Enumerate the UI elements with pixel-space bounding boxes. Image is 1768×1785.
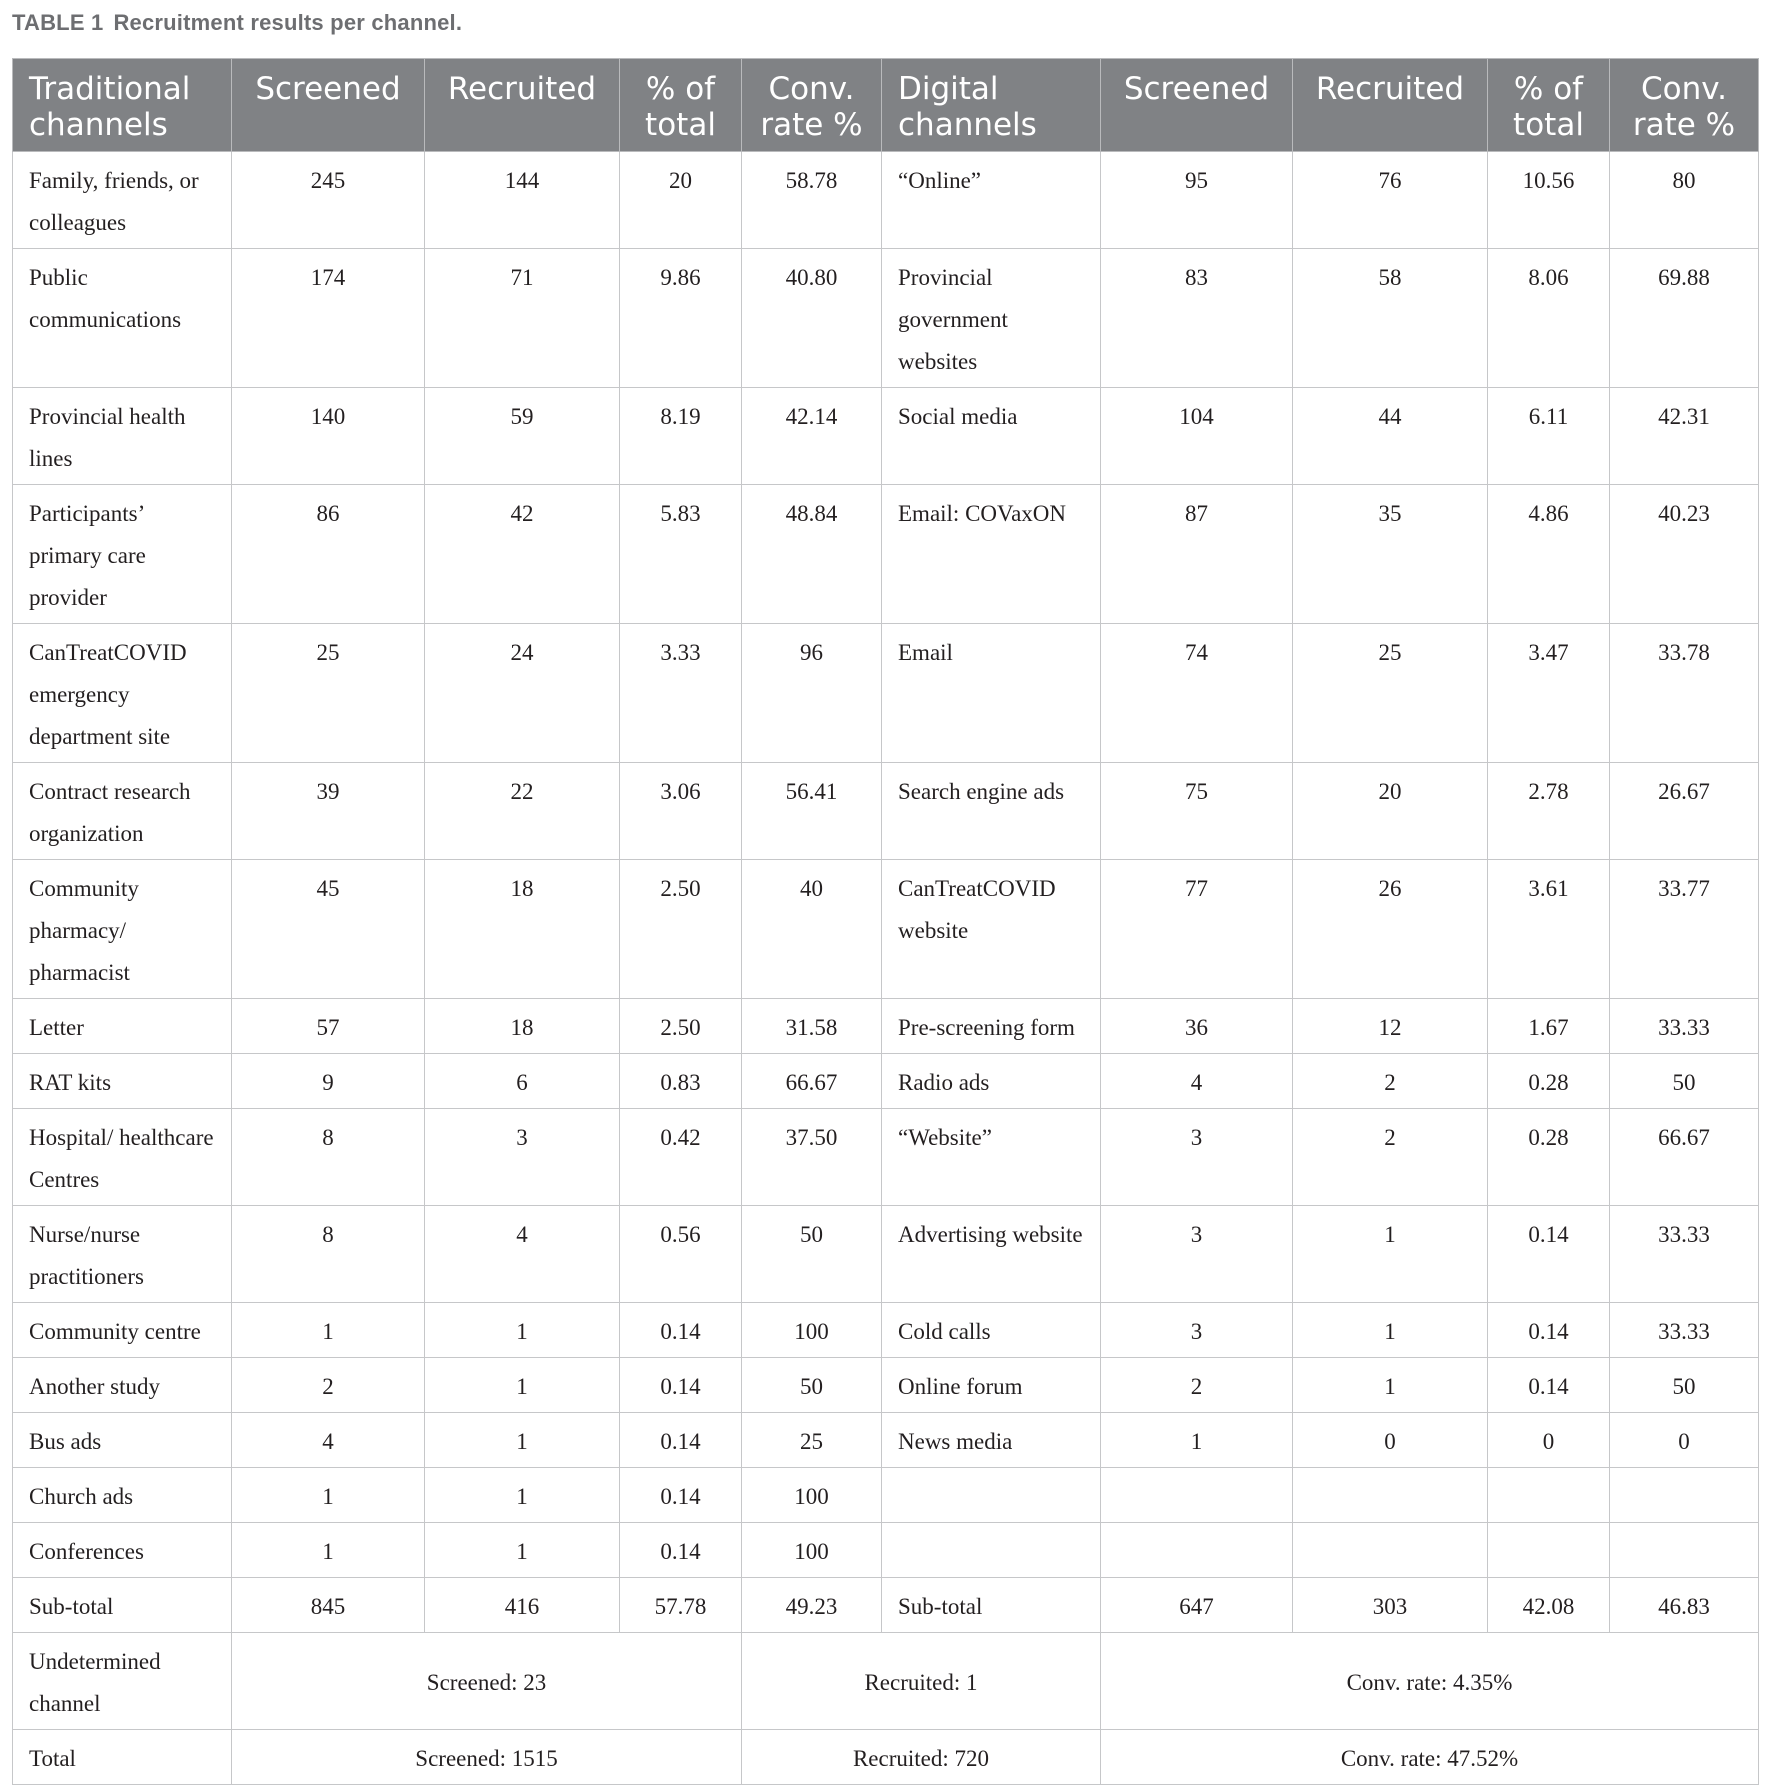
digital-recruited-cell: 12 — [1293, 999, 1488, 1054]
digital-conv-rate-cell: 33.33 — [1610, 1206, 1759, 1303]
traditional-screened-cell: 45 — [232, 860, 425, 999]
undetermined-label: Undetermined channel — [13, 1633, 232, 1730]
digital-pct-total-cell: 0.14 — [1488, 1303, 1610, 1358]
traditional-channel-name: CanTreatCOVID emergency department site — [13, 624, 232, 763]
traditional-conv-rate-cell: 100 — [742, 1523, 882, 1578]
digital-conv-rate-cell: 33.78 — [1610, 624, 1759, 763]
digital-screened-cell: 104 — [1101, 388, 1293, 485]
traditional-channel-name: Hospital/ healthcare Centres — [13, 1109, 232, 1206]
traditional-conv-rate-cell: 58.78 — [742, 152, 882, 249]
traditional-recruited-cell: 1 — [425, 1523, 620, 1578]
digital-recruited-cell — [1293, 1523, 1488, 1578]
digital-screened-cell: 2 — [1101, 1358, 1293, 1413]
traditional-screened-cell: 57 — [232, 999, 425, 1054]
table-row — [13, 1358, 1759, 1413]
table-row — [13, 1054, 1759, 1109]
undetermined-conv-rate: Conv. rate: 4.35% — [1101, 1633, 1759, 1730]
digital-conv-rate-cell: 66.67 — [1610, 1109, 1759, 1206]
header-row — [13, 59, 1759, 152]
traditional-recruited-cell: 1 — [425, 1303, 620, 1358]
traditional-conv-rate-cell: 40.80 — [742, 249, 882, 388]
digital-channel-name — [882, 1468, 1101, 1523]
digital-screened-cell: 3 — [1101, 1303, 1293, 1358]
digital-channel-name: News media — [882, 1413, 1101, 1468]
digital-pct-total-cell: 0.28 — [1488, 1109, 1610, 1206]
total-label: Total — [13, 1730, 232, 1785]
digital-screened-cell: 75 — [1101, 763, 1293, 860]
traditional-conv-rate-cell: 48.84 — [742, 485, 882, 624]
digital-pct-total-cell: 3.47 — [1488, 624, 1610, 763]
digital-conv-rate-cell: 40.23 — [1610, 485, 1759, 624]
digital-recruited-cell: 0 — [1293, 1413, 1488, 1468]
digital-recruited-cell: 25 — [1293, 624, 1488, 763]
digital-pct-total-cell: 4.86 — [1488, 485, 1610, 624]
traditional-screened-cell: 174 — [232, 249, 425, 388]
digital-pct-total-cell: 0 — [1488, 1413, 1610, 1468]
header-recruited: Recruited — [1293, 59, 1488, 152]
traditional-screened-cell: 245 — [232, 152, 425, 249]
traditional-recruited-cell: 42 — [425, 485, 620, 624]
digital-screened-cell — [1101, 1468, 1293, 1523]
traditional-screened-cell: 2 — [232, 1358, 425, 1413]
digital-channel-name: “Website” — [882, 1109, 1101, 1206]
digital-conv-rate-cell: 80 — [1610, 152, 1759, 249]
digital-recruited-cell: 35 — [1293, 485, 1488, 624]
digital-channel-name: Online forum — [882, 1358, 1101, 1413]
traditional-pct-total-cell: 0.83 — [620, 1054, 742, 1109]
digital-channel-name: Cold calls — [882, 1303, 1101, 1358]
subtotal-recruited: 416 — [425, 1578, 620, 1633]
digital-pct-total-cell: 10.56 — [1488, 152, 1610, 249]
header-conv-rate: Conv. rate % — [742, 59, 882, 152]
digital-recruited-cell: 2 — [1293, 1109, 1488, 1206]
header-traditional-channels: Traditional channels — [13, 59, 232, 152]
table-caption — [12, 10, 462, 36]
digital-channel-name: Provincial government websites — [882, 249, 1101, 388]
traditional-screened-cell: 4 — [232, 1413, 425, 1468]
digital-screened-cell: 4 — [1101, 1054, 1293, 1109]
header-screened: Screened — [232, 59, 425, 152]
traditional-screened-cell: 25 — [232, 624, 425, 763]
undetermined-recruited: Recruited: 1 — [742, 1633, 1101, 1730]
table-row — [13, 999, 1759, 1054]
subtotal-pct: 57.78 — [620, 1578, 742, 1633]
digital-conv-rate-cell: 33.77 — [1610, 860, 1759, 999]
table-row — [13, 1109, 1759, 1206]
traditional-channel-name: Community centre — [13, 1303, 232, 1358]
digital-channel-name: “Online” — [882, 152, 1101, 249]
digital-conv-rate-cell: 42.31 — [1610, 388, 1759, 485]
subtotal-conv: 46.83 — [1610, 1578, 1759, 1633]
digital-pct-total-cell: 1.67 — [1488, 999, 1610, 1054]
table-row — [13, 485, 1759, 624]
table-row — [13, 152, 1759, 249]
digital-pct-total-cell — [1488, 1523, 1610, 1578]
traditional-channel-name: Participants’ primary care provider — [13, 485, 232, 624]
traditional-conv-rate-cell: 56.41 — [742, 763, 882, 860]
traditional-channel-name: Community pharmacy/ pharmacist — [13, 860, 232, 999]
table-row — [13, 860, 1759, 999]
header-pct-total: % of total — [1488, 59, 1610, 152]
digital-screened-cell: 77 — [1101, 860, 1293, 999]
traditional-pct-total-cell: 5.83 — [620, 485, 742, 624]
traditional-pct-total-cell: 0.14 — [620, 1303, 742, 1358]
traditional-pct-total-cell: 2.50 — [620, 860, 742, 999]
digital-channel-name: Pre-screening form — [882, 999, 1101, 1054]
subtotal-conv: 49.23 — [742, 1578, 882, 1633]
traditional-recruited-cell: 3 — [425, 1109, 620, 1206]
total-screened: Screened: 1515 — [232, 1730, 742, 1785]
traditional-conv-rate-cell: 40 — [742, 860, 882, 999]
traditional-pct-total-cell: 3.06 — [620, 763, 742, 860]
digital-channel-name: CanTreatCOVID website — [882, 860, 1101, 999]
header-screened: Screened — [1101, 59, 1293, 152]
traditional-channel-name: Church ads — [13, 1468, 232, 1523]
traditional-recruited-cell: 6 — [425, 1054, 620, 1109]
traditional-channel-name: Conferences — [13, 1523, 232, 1578]
traditional-channel-name: Another study — [13, 1358, 232, 1413]
digital-conv-rate-cell: 50 — [1610, 1358, 1759, 1413]
traditional-screened-cell: 1 — [232, 1523, 425, 1578]
digital-pct-total-cell: 3.61 — [1488, 860, 1610, 999]
header-conv-rate: Conv. rate % — [1610, 59, 1759, 152]
table-row — [13, 1206, 1759, 1303]
digital-recruited-cell: 2 — [1293, 1054, 1488, 1109]
traditional-recruited-cell: 24 — [425, 624, 620, 763]
table-row — [13, 1303, 1759, 1358]
digital-recruited-cell: 44 — [1293, 388, 1488, 485]
subtotal-label: Sub-total — [882, 1578, 1101, 1633]
traditional-recruited-cell: 1 — [425, 1468, 620, 1523]
traditional-pct-total-cell: 2.50 — [620, 999, 742, 1054]
digital-channel-name: Social media — [882, 388, 1101, 485]
digital-pct-total-cell: 8.06 — [1488, 249, 1610, 388]
traditional-conv-rate-cell: 50 — [742, 1358, 882, 1413]
digital-recruited-cell — [1293, 1468, 1488, 1523]
traditional-recruited-cell: 144 — [425, 152, 620, 249]
traditional-conv-rate-cell: 50 — [742, 1206, 882, 1303]
digital-screened-cell: 87 — [1101, 485, 1293, 624]
digital-pct-total-cell: 2.78 — [1488, 763, 1610, 860]
digital-conv-rate-cell: 69.88 — [1610, 249, 1759, 388]
traditional-pct-total-cell: 9.86 — [620, 249, 742, 388]
digital-screened-cell: 74 — [1101, 624, 1293, 763]
traditional-conv-rate-cell: 37.50 — [742, 1109, 882, 1206]
traditional-conv-rate-cell: 25 — [742, 1413, 882, 1468]
digital-pct-total-cell: 0.28 — [1488, 1054, 1610, 1109]
traditional-pct-total-cell: 8.19 — [620, 388, 742, 485]
traditional-recruited-cell: 22 — [425, 763, 620, 860]
digital-pct-total-cell: 0.14 — [1488, 1206, 1610, 1303]
digital-pct-total-cell: 6.11 — [1488, 388, 1610, 485]
traditional-conv-rate-cell: 96 — [742, 624, 882, 763]
digital-conv-rate-cell: 26.67 — [1610, 763, 1759, 860]
subtotal-recruited: 303 — [1293, 1578, 1488, 1633]
digital-conv-rate-cell: 33.33 — [1610, 999, 1759, 1054]
digital-screened-cell: 3 — [1101, 1109, 1293, 1206]
digital-recruited-cell: 1 — [1293, 1358, 1488, 1413]
digital-channel-name: Advertising website — [882, 1206, 1101, 1303]
traditional-recruited-cell: 1 — [425, 1358, 620, 1413]
digital-recruited-cell: 1 — [1293, 1206, 1488, 1303]
table-row — [13, 1468, 1759, 1523]
digital-recruited-cell: 26 — [1293, 860, 1488, 999]
subtotal-pct: 42.08 — [1488, 1578, 1610, 1633]
subtotal-screened: 845 — [232, 1578, 425, 1633]
digital-conv-rate-cell: 0 — [1610, 1413, 1759, 1468]
traditional-conv-rate-cell: 100 — [742, 1303, 882, 1358]
digital-conv-rate-cell — [1610, 1523, 1759, 1578]
digital-recruited-cell: 76 — [1293, 152, 1488, 249]
table-row — [13, 1523, 1759, 1578]
total-row — [13, 1730, 1759, 1785]
digital-channel-name: Radio ads — [882, 1054, 1101, 1109]
digital-recruited-cell: 1 — [1293, 1303, 1488, 1358]
undetermined-row — [13, 1633, 1759, 1730]
recruitment-table — [12, 58, 1759, 1785]
digital-screened-cell: 83 — [1101, 249, 1293, 388]
digital-channel-name: Email: COVaxON — [882, 485, 1101, 624]
traditional-pct-total-cell: 0.14 — [620, 1468, 742, 1523]
traditional-screened-cell: 8 — [232, 1206, 425, 1303]
digital-screened-cell — [1101, 1523, 1293, 1578]
subtotal-label: Sub-total — [13, 1578, 232, 1633]
traditional-channel-name: Nurse/nurse practitioners — [13, 1206, 232, 1303]
traditional-recruited-cell: 71 — [425, 249, 620, 388]
traditional-screened-cell: 1 — [232, 1303, 425, 1358]
table-label: TABLE 1 — [12, 10, 104, 35]
total-conv-rate: Conv. rate: 47.52% — [1101, 1730, 1759, 1785]
table-row — [13, 249, 1759, 388]
traditional-channel-name: Public communications — [13, 249, 232, 388]
digital-pct-total-cell: 0.14 — [1488, 1358, 1610, 1413]
traditional-channel-name: Contract research organization — [13, 763, 232, 860]
traditional-recruited-cell: 18 — [425, 999, 620, 1054]
digital-recruited-cell: 20 — [1293, 763, 1488, 860]
digital-screened-cell: 95 — [1101, 152, 1293, 249]
traditional-channel-name: Bus ads — [13, 1413, 232, 1468]
traditional-screened-cell: 1 — [232, 1468, 425, 1523]
digital-screened-cell: 36 — [1101, 999, 1293, 1054]
digital-screened-cell: 3 — [1101, 1206, 1293, 1303]
traditional-pct-total-cell: 0.14 — [620, 1413, 742, 1468]
digital-conv-rate-cell: 33.33 — [1610, 1303, 1759, 1358]
digital-channel-name: Email — [882, 624, 1101, 763]
digital-channel-name — [882, 1523, 1101, 1578]
header-recruited: Recruited — [425, 59, 620, 152]
header-pct-total: % of total — [620, 59, 742, 152]
traditional-recruited-cell: 59 — [425, 388, 620, 485]
traditional-screened-cell: 86 — [232, 485, 425, 624]
traditional-channel-name: Letter — [13, 999, 232, 1054]
digital-conv-rate-cell — [1610, 1468, 1759, 1523]
traditional-screened-cell: 9 — [232, 1054, 425, 1109]
digital-recruited-cell: 58 — [1293, 249, 1488, 388]
traditional-pct-total-cell: 0.42 — [620, 1109, 742, 1206]
total-recruited: Recruited: 720 — [742, 1730, 1101, 1785]
digital-screened-cell: 1 — [1101, 1413, 1293, 1468]
traditional-screened-cell: 140 — [232, 388, 425, 485]
undetermined-screened: Screened: 23 — [232, 1633, 742, 1730]
table-title: Recruitment results per channel. — [113, 10, 463, 35]
traditional-conv-rate-cell: 100 — [742, 1468, 882, 1523]
table-row — [13, 763, 1759, 860]
subtotal-row — [13, 1578, 1759, 1633]
traditional-pct-total-cell: 0.14 — [620, 1358, 742, 1413]
traditional-recruited-cell: 4 — [425, 1206, 620, 1303]
table-row — [13, 624, 1759, 763]
header-digital-channels: Digital channels — [882, 59, 1101, 152]
traditional-pct-total-cell: 0.56 — [620, 1206, 742, 1303]
table-row — [13, 1413, 1759, 1468]
digital-conv-rate-cell: 50 — [1610, 1054, 1759, 1109]
digital-pct-total-cell — [1488, 1468, 1610, 1523]
traditional-recruited-cell: 18 — [425, 860, 620, 999]
traditional-conv-rate-cell: 66.67 — [742, 1054, 882, 1109]
traditional-pct-total-cell: 3.33 — [620, 624, 742, 763]
digital-channel-name: Search engine ads — [882, 763, 1101, 860]
traditional-recruited-cell: 1 — [425, 1413, 620, 1468]
traditional-screened-cell: 8 — [232, 1109, 425, 1206]
traditional-pct-total-cell: 20 — [620, 152, 742, 249]
traditional-channel-name: Family, friends, or colleagues — [13, 152, 232, 249]
traditional-conv-rate-cell: 31.58 — [742, 999, 882, 1054]
subtotal-screened: 647 — [1101, 1578, 1293, 1633]
traditional-conv-rate-cell: 42.14 — [742, 388, 882, 485]
table-row — [13, 388, 1759, 485]
traditional-channel-name: RAT kits — [13, 1054, 232, 1109]
traditional-pct-total-cell: 0.14 — [620, 1523, 742, 1578]
traditional-screened-cell: 39 — [232, 763, 425, 860]
traditional-channel-name: Provincial health lines — [13, 388, 232, 485]
